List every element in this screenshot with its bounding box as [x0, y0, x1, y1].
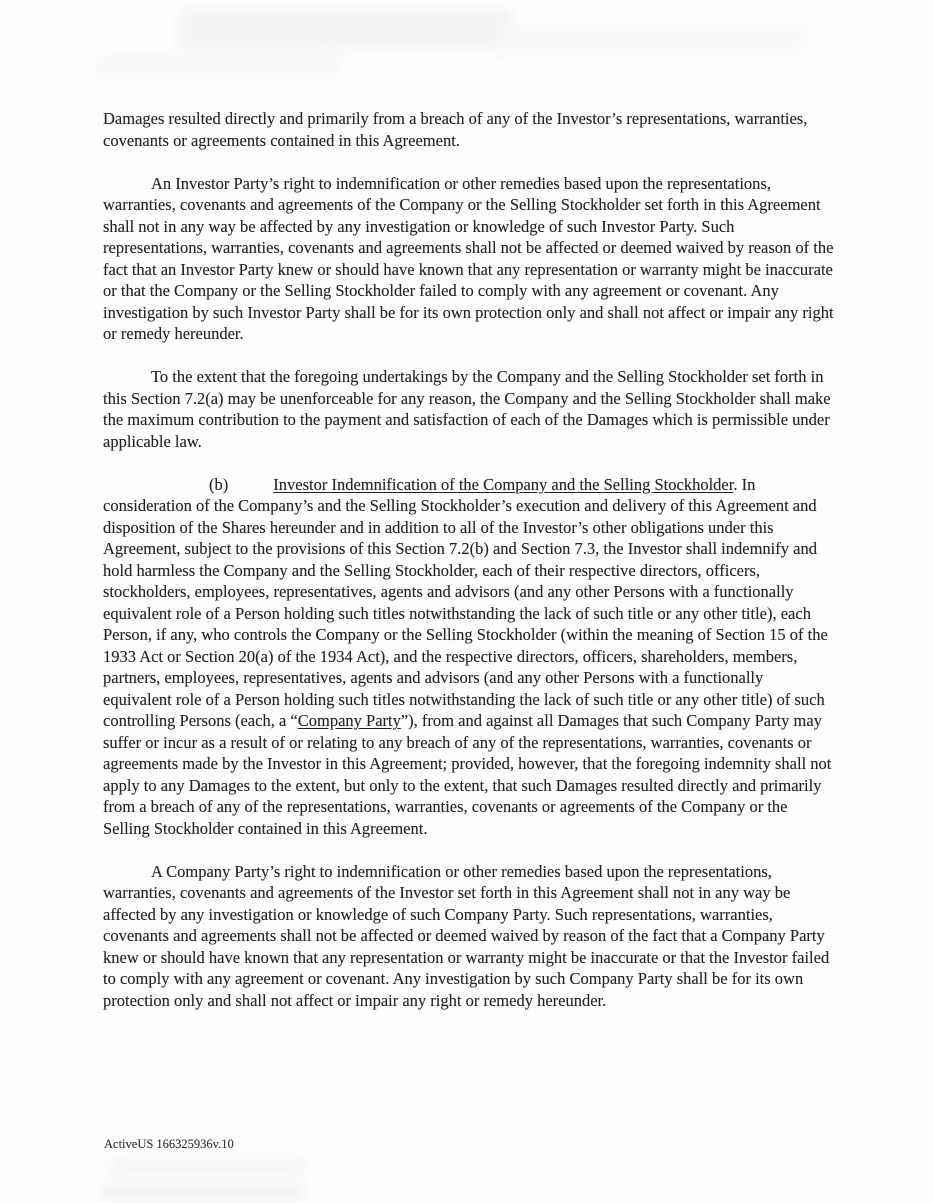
scan-artifact [100, 1186, 305, 1199]
clause-heading: Investor Indemnification of the Company and the Selling Stockholder [273, 474, 734, 494]
document-body [103, 108, 834, 1033]
paragraph [103, 861, 834, 1012]
text-run: An Investor Party’s right to indemnification or other remedies based upon the representations, warranties, covenants and agreements of the Company or the Selling Stockholder set forth in this Agreement shall not in any way be affected by any investigation or knowledge of such Investor Party. Such representations, warranties, covenants and agreements shall not be affected or deemed waived by reason of the fact that an Investor Party knew or should have known that any representation or warranty might be inaccurate or that the Company or the Selling Stockholder failed to comply with any agreement or covenant. Any investigation by such Investor Party shall be for its own protection only and shall not affect or impair any right or remedy hereunder. [103, 173, 834, 343]
paragraph [103, 173, 834, 345]
defined-term: Company Party [297, 711, 401, 730]
paragraph [103, 108, 834, 151]
text-run: To the extent that the foregoing undertakings by the Company and the Selling Stockholder set forth in this Section 7.2(a) may be unenforceable for any reason, the Company and the Selling Stockholder shall make the maximum contribution to the payment and satisfaction of each of the Damages which is permissible under applicable law. [103, 367, 831, 451]
text-run: . In consideration of the Company’s and the Selling Stockholder’s execution and delivery of this Agreement and disposition of the Shares hereunder and in addition to all of the Investor’s other obligations under this Agreement, subject to the provisions of this Section 7.2(b) and Section 7.3, the Investor shall indemnify and hold harmless the Company and the Selling Stockholder, each of their respective directors, officers, stockholders, employees, representatives, agents and advisors (and any other Persons with a functionally equivalent role of a Person holding such titles notwithstanding the lack of such title or any other title), each Person, if any, who controls the Company or the Selling Stockholder (within the meaning of Section 15 of the 1933 Act or Section 20(a) of the 1934 Act), and the respective directors, officers, shareholders, members, partners, employees, representatives, agents and advisors (and any other Persons with a functionally equivalent role of a Person holding such titles notwithstanding the lack of such title or any other title) of such controlling Persons (each, a “ [103, 474, 828, 730]
scan-artifact [95, 58, 340, 74]
document-control-number: ActiveUS 166325936v.10 [104, 1137, 234, 1151]
paragraph [103, 366, 834, 452]
scan-artifact [500, 26, 810, 52]
text-run: Damages resulted directly and primarily from a breach of any of the Investor’s representations, warranties, covenants or agreements contained in this Agreement. [103, 109, 808, 150]
scan-artifact [178, 8, 513, 50]
scan-artifact [110, 1160, 305, 1174]
text-run: ”), from and against all Damages that such Company Party may suffer or incur as a result of or relating to any breach of any of the representations, warranties, covenants or agreements made by the Investor in this Agreement; provided, however, that the foregoing indemnity shall not apply to any Damages to the extent, but only to the extent, that such Damages resulted directly and primarily from a breach of any of the representations, warranties, covenants or agreements of the Company or the Selling Stockholder contained in this Agreement. [103, 711, 832, 838]
clause-paragraph [103, 474, 834, 840]
text-run: A Company Party’s right to indemnification or other remedies based upon the representations, warranties, covenants and agreements of the Investor set forth in this Agreement shall not in any way be affected by any investigation or knowledge of such Company Party. Such representations, warranties, covenants and agreements shall not be affected or deemed waived by reason of the fact that a Company Party knew or should have known that any representation or warranty might be inaccurate or that the Investor failed to comply with any agreement or covenant. Any investigation by such Company Party shall be for its own protection only and shall not affect or impair any right or remedy hereunder. [103, 861, 830, 1010]
clause-label: (b) [209, 474, 229, 494]
